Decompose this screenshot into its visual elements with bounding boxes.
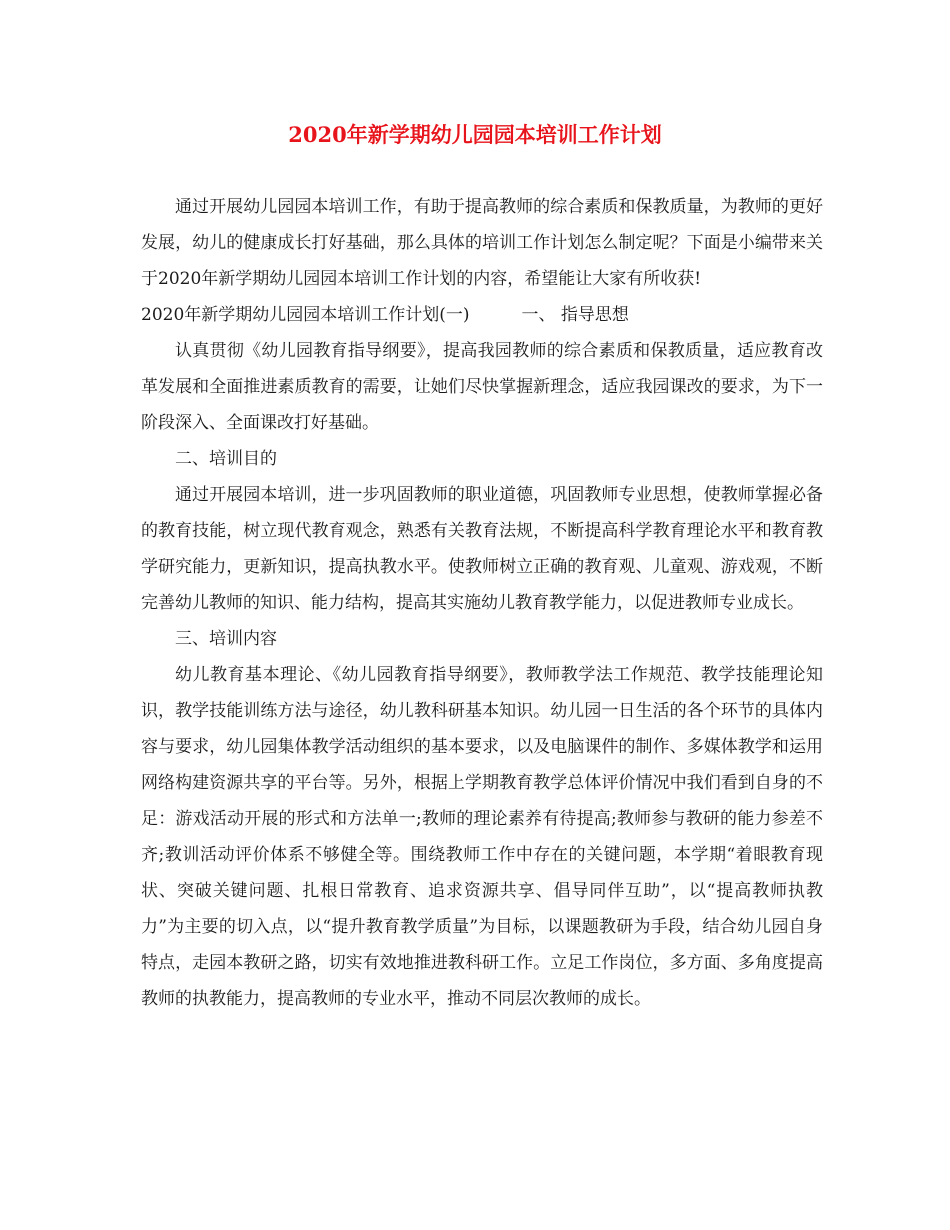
section2-paragraph: 通过开展园本培训，进一步巩固教师的职业道德，巩固教师专业思想，使教师掌握必备的教育技能，树立现代教育观念，熟悉有关教育法规，不断提高科学教育理论水平和教育教学研究能力，更新知识，提高执教水平。使教师树立正确的教育观、儿童观、游戏观，不断完善幼儿教师的知识、能力结构，提高其实施幼儿教育教学能力，以促进教师专业成长。 — [141, 485, 823, 613]
section3-heading: 三、培训内容 — [175, 629, 277, 649]
section1-heading: 一、 指导思想 — [521, 305, 629, 325]
section2-heading: 二、培训目的 — [175, 449, 277, 469]
section1-paragraph: 认真贯彻《幼儿园教育指导纲要》，提高我园教师的综合素质和保教质量，适应教育改革发展和全面推进素质教育的需要，让她们尽快掌握新理念，适应我园课改的要求，为下一阶段深入、全面课改打好基础。 — [141, 341, 823, 433]
plan-heading-line — [141, 297, 823, 333]
document-body — [141, 189, 823, 1017]
document-title: 2020年新学期幼儿园园本培训工作计划 — [288, 122, 662, 147]
section3-paragraph: 幼儿教育基本理论、《幼儿园教育指导纲要》，教师教学法工作规范、教学技能理论知识，教学技能训练方法与途径，幼儿教科研基本知识。幼儿园一日生活的各个环节的具体内容与要求，幼儿园集体教学活动组织的基本要求，以及电脑课件的制作、多媒体教学和运用网络构建资源共享的平台等。另外，根据上学期教育教学总体评价情况中我们看到自身的不足：游戏活动开展的形式和方法单一;教师的理论素养有待提高;教师参与教研的能力参差不齐;教训活动评价体系不够健全等。围绕教师工作中存在的关键问题，本学期“着眼教育现状、突破关键问题、扎根日常教育、追求资源共享、倡导同伴互助”，以“提高教师执教力”为主要的切入点，以“提升教育教学质量”为目标，以课题教研为手段，结合幼儿园自身特点，走园本教研之路，切实有效地推进教科研工作。立足工作岗位，多方面、多角度提高教师的执教能力，提高教师的专业水平，推动不同层次教师的成长。 — [141, 665, 823, 1009]
intro-paragraph: 通过开展幼儿园园本培训工作，有助于提高教师的综合素质和保教质量，为教师的更好发展，幼儿的健康成长打好基础，那么具体的培训工作计划怎么制定呢？下面是小编带来关于2020年新学期幼儿园园本培训工作计划的内容，希望能让大家有所收获! — [141, 197, 823, 289]
plan-heading: 2020年新学期幼儿园园本培训工作计划(一) — [141, 305, 470, 325]
